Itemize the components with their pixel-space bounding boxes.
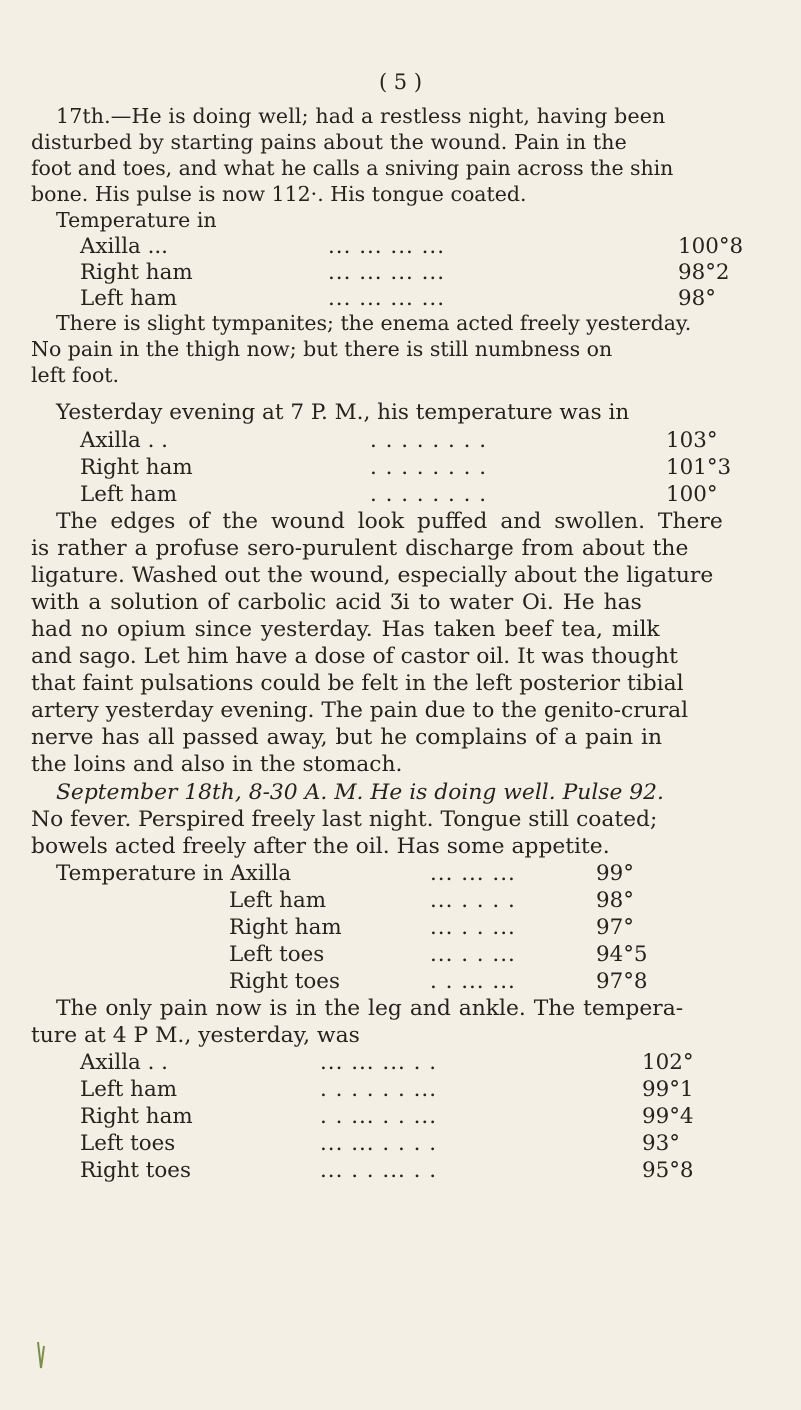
temp-site: Right ham [80, 260, 193, 285]
text-line: disturbed by starting pains about the wound. Pain in the [31, 130, 627, 154]
leader-dots: ... . . . . [430, 888, 516, 913]
text-line: had no opium since yesterday. Has taken beef tea, milk [31, 617, 660, 642]
leader-dots: . . . . . . . . [370, 455, 487, 480]
temp-value: 100°8 [678, 234, 744, 259]
temp-site: Left ham [80, 286, 177, 311]
text-line: nerve has all passed away, but he complains of a pain in [31, 725, 663, 750]
text-line: No fever. Perspired freely last night. Tongue still coated; [31, 807, 658, 832]
text-line: There is slight tympanites; the enema acted freely yesterday. [56, 311, 692, 335]
text-line: artery yesterday evening. The pain due to the genito-crural [31, 698, 689, 723]
page-number: ( 5 ) [378, 70, 423, 94]
leader-dots: . . ... ... [430, 969, 516, 994]
leader-dots: ... ... ... . . [320, 1050, 437, 1075]
temp-value: 99° [596, 861, 634, 886]
temp-value: 97°8 [596, 969, 648, 994]
temp-value: 100° [666, 482, 718, 507]
temp-value: 93° [642, 1131, 680, 1156]
text-line: September 18th, 8-30 A. M. He is doing well. Pulse 92. [56, 780, 664, 805]
temp-site: Right ham [229, 915, 342, 940]
leader-dots: ... . . ... . . [320, 1158, 437, 1183]
leader-dots: ... ... . . . . [320, 1131, 437, 1156]
leader-dots: ... ... ... ... [328, 286, 445, 311]
text-line: foot and toes, and what he calls a sniving pain across the shin [31, 156, 674, 180]
leader-dots: ... ... ... ... [328, 234, 445, 259]
text-line: left foot. [31, 363, 120, 387]
temp-value: 99°1 [642, 1077, 694, 1102]
temp-value: 102° [642, 1050, 694, 1075]
leader-dots: . . . . . . ... [320, 1077, 437, 1102]
temp-site: Left ham [80, 482, 177, 507]
text-line: 17th.—He is doing well; had a restless night, having been [56, 104, 666, 128]
temp-site: Left toes [229, 942, 325, 967]
temp-value: 97° [596, 915, 634, 940]
temp-site: Right ham [80, 455, 193, 480]
leader-dots: . . . . . . . . [370, 482, 487, 507]
temp-site: Temperature in Axilla [56, 861, 292, 886]
temp-site: Axilla . . [80, 428, 168, 453]
temp-site: Axilla ... [80, 234, 168, 259]
temp-value: 103° [666, 428, 718, 453]
temp-site: Right toes [80, 1158, 191, 1183]
temp-value: 95°8 [642, 1158, 694, 1183]
text-line: No pain in the thigh now; but there is still numbness on [31, 337, 613, 361]
text-line: The only pain now is in the leg and ankle. The tempera- [56, 996, 684, 1021]
text-line: ture at 4 P M., yesterday, was [31, 1023, 360, 1048]
temp-site: Left toes [80, 1131, 176, 1156]
temp-site: Right toes [229, 969, 340, 994]
leader-dots: ... ... ... ... [328, 260, 445, 285]
leader-dots: ... . . ... [430, 915, 516, 940]
text-line: Yesterday evening at 7 P. M., his temperature was in [56, 400, 630, 425]
temp-value: 101°3 [666, 455, 732, 480]
leader-dots: ... . . ... [430, 942, 516, 967]
temperature-heading: Temperature in [56, 208, 217, 232]
text-line: The edges of the wound look puffed and swollen. There [56, 509, 723, 534]
leader-dots: . . ... . . ... [320, 1104, 437, 1129]
leader-dots: ... ... ... [430, 861, 516, 886]
temp-value: 98°2 [678, 260, 730, 285]
leader-dots: . . . . . . . . [370, 428, 487, 453]
text-line: ligature. Washed out the wound, especially about the ligature [31, 563, 714, 588]
temp-site: Right ham [80, 1104, 193, 1129]
text-line: is rather a profuse sero-purulent discharge from about the [31, 536, 689, 561]
temp-site: Left ham [229, 888, 326, 913]
temp-value: 99°4 [642, 1104, 694, 1129]
temp-site: Left ham [80, 1077, 177, 1102]
ink-mark-icon [36, 1340, 46, 1370]
text-line: bowels acted freely after the oil. Has some appetite. [31, 834, 610, 859]
temp-site: Axilla . . [80, 1050, 168, 1075]
text-line: that faint pulsations could be felt in the left posterior tibial [31, 671, 684, 696]
text-line: and sago. Let him have a dose of castor oil. It was thought [31, 644, 678, 669]
text-line: bone. His pulse is now 112·. His tongue coated. [31, 182, 527, 206]
temp-value: 94°5 [596, 942, 648, 967]
text-line: with a solution of carbolic acid Ʒi to water Oi. He has [31, 590, 642, 615]
text-line: the loins and also in the stomach. [31, 752, 403, 777]
temp-value: 98° [596, 888, 634, 913]
temp-value: 98° [678, 286, 716, 311]
